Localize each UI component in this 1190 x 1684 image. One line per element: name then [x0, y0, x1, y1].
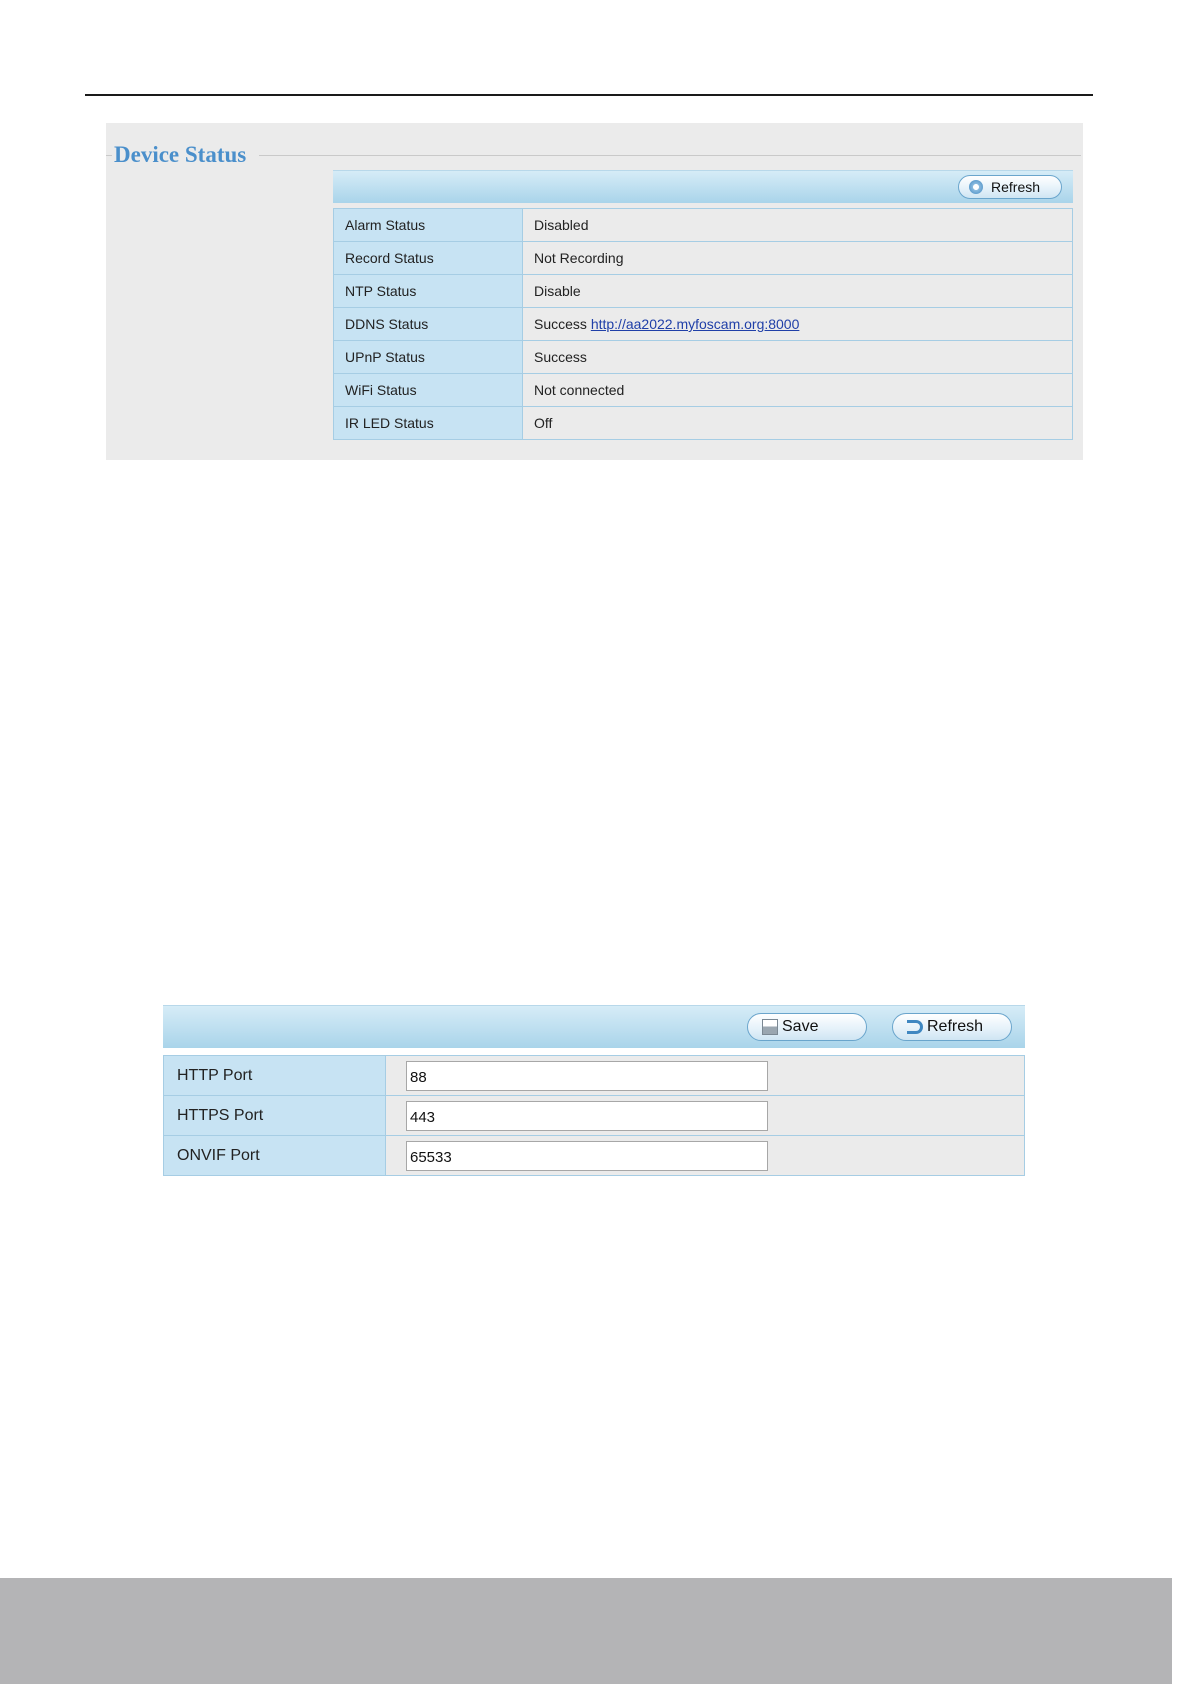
- save-button-label: Save: [782, 1018, 819, 1035]
- save-icon: [762, 1019, 778, 1035]
- ntp-status-value: Disable: [523, 275, 1073, 308]
- upnp-status-label: UPnP Status: [334, 341, 523, 374]
- ddns-status-value: Success: [534, 316, 587, 332]
- ddns-status-label: DDNS Status: [334, 308, 523, 341]
- table-row: [334, 275, 1073, 308]
- title-rule-left: [106, 155, 112, 156]
- alarm-status-label: Alarm Status: [334, 209, 523, 242]
- onvif-port-cell: [386, 1136, 1025, 1176]
- table-row: [334, 308, 1073, 341]
- refresh-icon: [969, 180, 983, 194]
- record-status-value: Not Recording: [523, 242, 1073, 275]
- page-footer-band: [0, 1578, 1172, 1684]
- page-top-rule: [85, 94, 1093, 96]
- table-row: [334, 341, 1073, 374]
- https-port-cell: [386, 1096, 1025, 1136]
- device-status-title: Device Status: [114, 142, 247, 167]
- table-row: [334, 374, 1073, 407]
- port-refresh-button[interactable]: [892, 1013, 1012, 1041]
- table-row: [334, 209, 1073, 242]
- refresh-button[interactable]: [958, 175, 1062, 199]
- alarm-status-value: Disabled: [523, 209, 1073, 242]
- wifi-status-value: Not connected: [523, 374, 1073, 407]
- wifi-status-label: WiFi Status: [334, 374, 523, 407]
- http-port-input[interactable]: [406, 1061, 768, 1091]
- device-status-table: [333, 208, 1073, 440]
- onvif-port-label: ONVIF Port: [164, 1136, 386, 1176]
- http-port-cell: [386, 1056, 1025, 1096]
- refresh-button-label: Refresh: [991, 179, 1041, 195]
- ddns-status-cell: [523, 308, 1073, 341]
- https-port-input[interactable]: [406, 1101, 768, 1131]
- ir-led-status-value: Off: [523, 407, 1073, 440]
- record-status-label: Record Status: [334, 242, 523, 275]
- port-settings-toolbar: [163, 1005, 1025, 1048]
- ir-led-status-label: IR LED Status: [334, 407, 523, 440]
- table-row: [164, 1096, 1025, 1136]
- table-row: [334, 242, 1073, 275]
- title-rule: [259, 155, 1081, 156]
- port-refresh-button-label: Refresh: [927, 1018, 984, 1035]
- http-port-label: HTTP Port: [164, 1056, 386, 1096]
- port-settings-table: [163, 1055, 1025, 1176]
- port-settings-panel: [163, 1005, 1025, 1177]
- https-port-label: HTTPS Port: [164, 1096, 386, 1136]
- upnp-status-value: Success: [523, 341, 1073, 374]
- table-row: [164, 1056, 1025, 1096]
- device-status-panel: [106, 123, 1083, 460]
- undo-refresh-icon: [907, 1020, 923, 1034]
- ntp-status-label: NTP Status: [334, 275, 523, 308]
- table-row: [334, 407, 1073, 440]
- ddns-url-link[interactable]: http://aa2022.myfoscam.org:8000: [590, 316, 800, 332]
- device-status-toolbar: [333, 170, 1073, 203]
- save-button[interactable]: [747, 1013, 867, 1041]
- onvif-port-input[interactable]: [406, 1141, 768, 1171]
- table-row: [164, 1136, 1025, 1176]
